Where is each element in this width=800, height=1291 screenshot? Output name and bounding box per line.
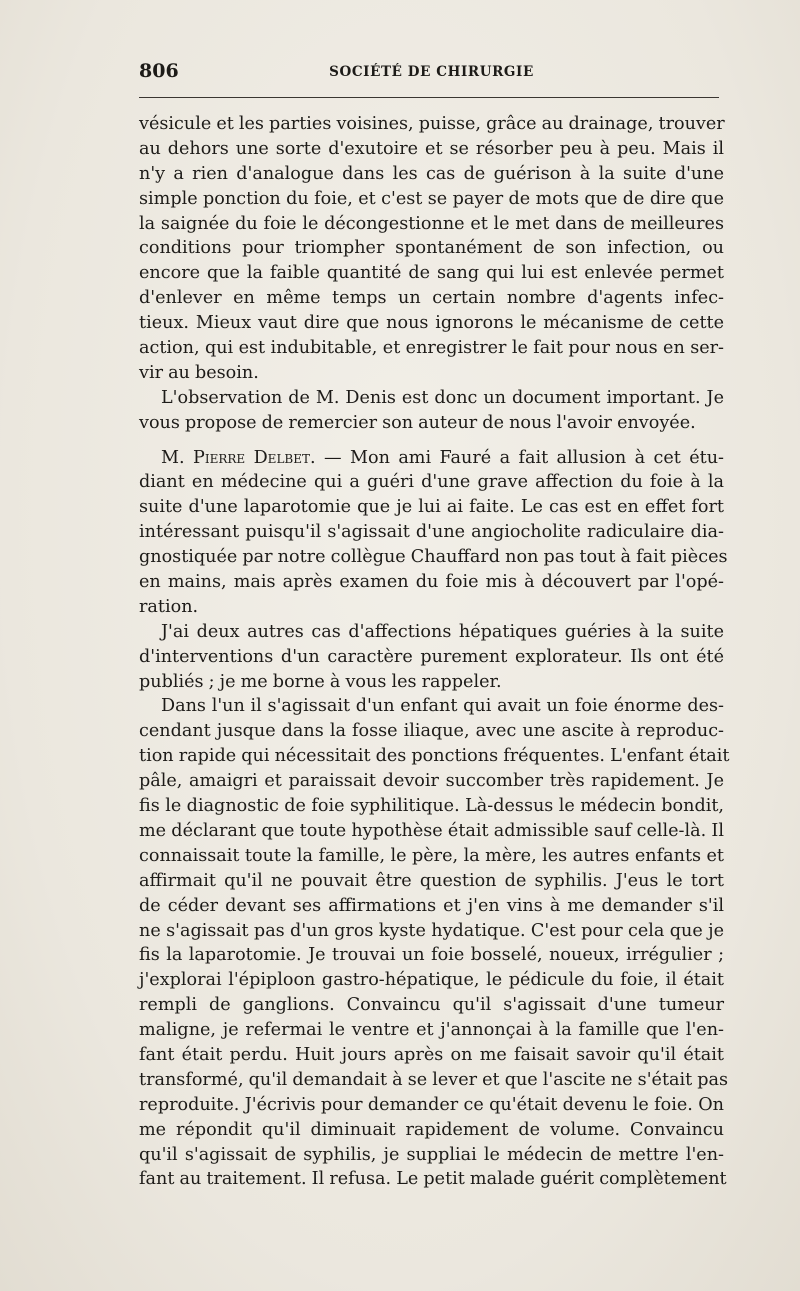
text-line: connaissait toute la famille, le père, la mère, les autres enfants et: [139, 845, 724, 866]
header-rule: [139, 97, 719, 98]
text-line: la saignée du foie le décongestionne et le met dans de meilleures: [139, 213, 724, 234]
text-line: vous propose de remercier son auteur de nous l'avoir envoyée.: [139, 412, 696, 433]
text-line: encore que la faible quantité de sang qui lui est enlevée permet: [139, 263, 724, 284]
text-line: simple ponction du foie, et c'est se payer de mots que de dire que: [139, 188, 724, 209]
text-line: tion rapide qui nécessitait des ponctions fréquentes. L'enfant était: [139, 746, 730, 767]
text-line: fant était perdu. Huit jours après on me faisait savoir qu'il était: [139, 1044, 724, 1065]
text-line: diant en médecine qui a guéri d'une grave affection du foie à la: [139, 472, 724, 493]
text-line: de céder devant ses affirmations et j'en vins à me demander s'il: [139, 895, 724, 916]
text-line: tieux. Mieux vaut dire que nous ignorons le mécanisme de cette: [139, 313, 724, 334]
speaker-name: M. Pierre Delbet.: [161, 447, 316, 468]
text-line: affirmait qu'il ne pouvait être question de syphilis. J'eus le tort: [139, 870, 724, 891]
text-line: publiés ; je me borne à vous les rappeler.: [139, 671, 502, 692]
text-line: reproduite. J'écrivis pour demander ce qu'était devenu le foie. On: [139, 1094, 724, 1115]
text-line: gnostiquée par notre collègue Chauffard non pas tout à fait pièces: [139, 547, 728, 568]
page-number: 806: [139, 60, 179, 82]
text-line: me déclarant que toute hypothèse était admissible sauf celle-là. Il: [139, 820, 724, 841]
body-text: [139, 112, 730, 1192]
paragraph-gap: [139, 436, 724, 446]
text-line: vésicule et les parties voisines, puisse, grâce au drainage, trouver: [139, 114, 725, 134]
text-line: en mains, mais après examen du foie mis à découvert par l'opé-: [139, 572, 724, 593]
text-line: fis la laparotomie. Je trouvai un foie bosselé, noueux, irrégulier ;: [139, 945, 724, 966]
running-title: SOCIÉTÉ DE CHIRURGIE: [329, 64, 534, 80]
speaker-line: [139, 446, 724, 471]
text-line: n'y a rien d'analogue dans les cas de guérison à la suite d'une: [139, 163, 724, 184]
text-line: cendant jusque dans la fosse iliaque, avec une ascite à reproduc-: [139, 721, 724, 742]
text-line: fant au traitement. Il refusa. Le petit malade guérit complètement: [139, 1169, 727, 1190]
text-line: d'interventions d'un caractère purement explorateur. Ils ont été: [139, 646, 724, 667]
text-line: L'observation de M. Denis est donc un document important. Je: [161, 387, 724, 408]
text-line: action, qui est indubitable, et enregistrer le fait pour nous en ser-: [139, 338, 724, 359]
text-line: au dehors une sorte d'exutoire et se résorber peu à peu. Mais il: [139, 138, 724, 159]
text-line: ne s'agissait pas d'un gros kyste hydatique. C'est pour cela que je: [139, 920, 724, 941]
text-line: Dans l'un il s'agissait d'un enfant qui avait un foie énorme des-: [161, 696, 724, 717]
text-line: j'explorai l'épiploon gastro-hépatique, le pédicule du foie, il était: [139, 970, 724, 991]
text-line: ration.: [139, 596, 199, 617]
text-line: vir au besoin.: [139, 362, 259, 383]
page-header: [139, 60, 724, 84]
text-line: J'ai deux autres cas d'affections hépatiques guéries à la suite: [161, 621, 724, 642]
text-line: rempli de ganglions. Convaincu qu'il s'agissait d'une tumeur: [139, 995, 724, 1016]
text-line: me répondit qu'il diminuait rapidement de volume. Convaincu: [139, 1119, 724, 1140]
text-line: maligne, je refermai le ventre et j'annonçai à la famille que l'en-: [139, 1020, 724, 1041]
text-line: intéressant puisqu'il s'agissait d'une angiocholite radiculaire dia-: [139, 522, 724, 543]
text-line: conditions pour triompher spontanément de son infection, ou: [139, 238, 724, 259]
text-line: qu'il s'agissait de syphilis, je suppliai le médecin de mettre l'en-: [139, 1144, 724, 1165]
text-line: pâle, amaigri et paraissait devoir succomber très rapidement. Je: [139, 771, 724, 792]
text-fragment: — Mon ami Fauré a fait allusion à cet étu-: [315, 447, 724, 468]
text-line: suite d'une laparotomie que je lui ai faite. Le cas est en effet fort: [139, 497, 724, 518]
text-line: fis le diagnostic de foie syphilitique. Là-dessus le médecin bondit,: [139, 796, 724, 817]
text-line: transformé, qu'il demandait à se lever et que l'ascite ne s'était pas: [139, 1069, 729, 1090]
text-line: d'enlever en même temps un certain nombre d'agents infec-: [139, 288, 724, 309]
